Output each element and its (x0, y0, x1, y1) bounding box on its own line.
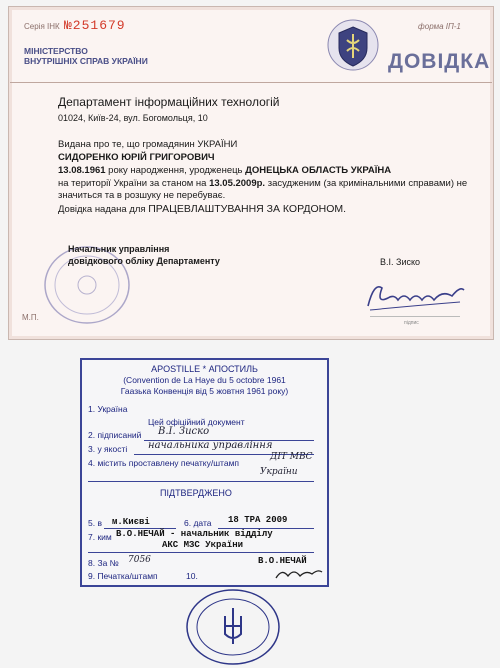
item-8-sign: В.О.НЕЧАЙ (258, 556, 307, 566)
item-7-label: 7. ким (88, 532, 112, 542)
document-label: Цей офіційний документ (148, 417, 245, 427)
item-6-label: 6. дата (184, 518, 212, 528)
item-10-label: 10. (186, 571, 198, 581)
item-7-value-2: АКС МЗС України (162, 540, 244, 550)
ministry-line-1: МІНІСТЕРСТВО (24, 46, 88, 56)
head-title-line-2: довідкового обліку Департаменту (68, 256, 220, 266)
item-8-value: 7056 (128, 555, 151, 565)
department-address: 01024, Київ-24, вул. Богомольця, 10 (58, 113, 208, 123)
confirmed-heading: ПІДТВЕРДЖЕНО (160, 488, 232, 498)
convention-ukrainian: Гаазька Конвенція від 5 жовтня 1961 року) (120, 386, 289, 396)
apostille-signature-icon (274, 566, 324, 582)
purpose-line (58, 203, 346, 216)
ministry-emblem-icon (326, 18, 380, 72)
item-5-value: м.Києві (112, 517, 150, 527)
person-name: СИДОРЕНКО ЮРІЙ ГРИГОРОВИЧ (58, 152, 215, 163)
department-name: Департамент інформаційних технологій (58, 95, 280, 109)
status-date: 13.05.2009р. (209, 178, 266, 189)
item-2-value: В.І. Зиско (158, 426, 210, 437)
birth-place: ДОНЕЦЬКА ОБЛАСТЬ УКРАЇНА (245, 165, 392, 176)
item-8-label: 8. За № (88, 558, 119, 568)
ministry-name (24, 46, 148, 66)
status-text-2: засудженим (за кримінальними справами) не значиться та в розшуку не перебуває. (58, 178, 468, 201)
status-line (58, 178, 478, 202)
form-label: форма ІП-1 (418, 22, 461, 31)
ministry-line-2: ВНУТРІШНІХ СПРАВ УКРАЇНИ (24, 56, 148, 66)
birth-text: року народження, уродженець (105, 165, 246, 176)
stamp-place-label: М.П. (22, 313, 39, 322)
item-3-value: начальника управління (148, 440, 273, 451)
item-7-line (88, 552, 314, 553)
issued-to-line: Видана про те, що громадянин УКРАЇНИ (58, 139, 238, 150)
item-5-label: 5. в (88, 518, 102, 528)
item-3-label: 3. у якості (88, 444, 128, 454)
birth-date: 13.08.1961 (58, 165, 106, 176)
signature-icon (360, 276, 470, 316)
convention-french: (Convention de La Haye du 5 octobre 1961 (123, 375, 286, 385)
item-1: 1. Україна (88, 404, 128, 414)
document-title: ДОВІДКА (388, 50, 491, 73)
item-6-value: 18 ТРА 2009 (228, 515, 288, 525)
status-text-1: на території України за станом на (58, 178, 210, 189)
item-4-value-2: України (260, 467, 298, 477)
header-divider (10, 82, 492, 83)
birth-line (58, 165, 391, 177)
item-4-value-1: ДІТ МВС (270, 452, 313, 462)
apostille-seal-icon (184, 588, 282, 666)
item-7-value-1: В.О.НЕЧАЙ - начальник відділу (116, 529, 273, 539)
serial-number: №251679 (64, 18, 126, 33)
head-title-line-1: Начальник управління (68, 244, 170, 254)
purpose-text: Довідка надана для (58, 204, 149, 215)
item-4-label: 4. містить проставлену печатку/штамп (88, 458, 240, 468)
item-4-line (88, 481, 314, 482)
signature-caption: підпис (404, 320, 419, 326)
purpose-value: ПРАЦЕВЛАШТУВАННЯ ЗА КОРДОНОМ. (148, 203, 347, 215)
apostille-title: APOSTILLE * АПОСТИЛЬ (151, 364, 258, 374)
serial-label: Серія ІНК (24, 22, 60, 31)
item-9-label: 9. Печатка/штамп (88, 571, 158, 581)
apostille-box (80, 358, 329, 587)
signer-name: В.І. Зиско (380, 257, 421, 267)
item-2-label: 2. підписаний (88, 430, 142, 440)
signature-line (370, 316, 460, 317)
